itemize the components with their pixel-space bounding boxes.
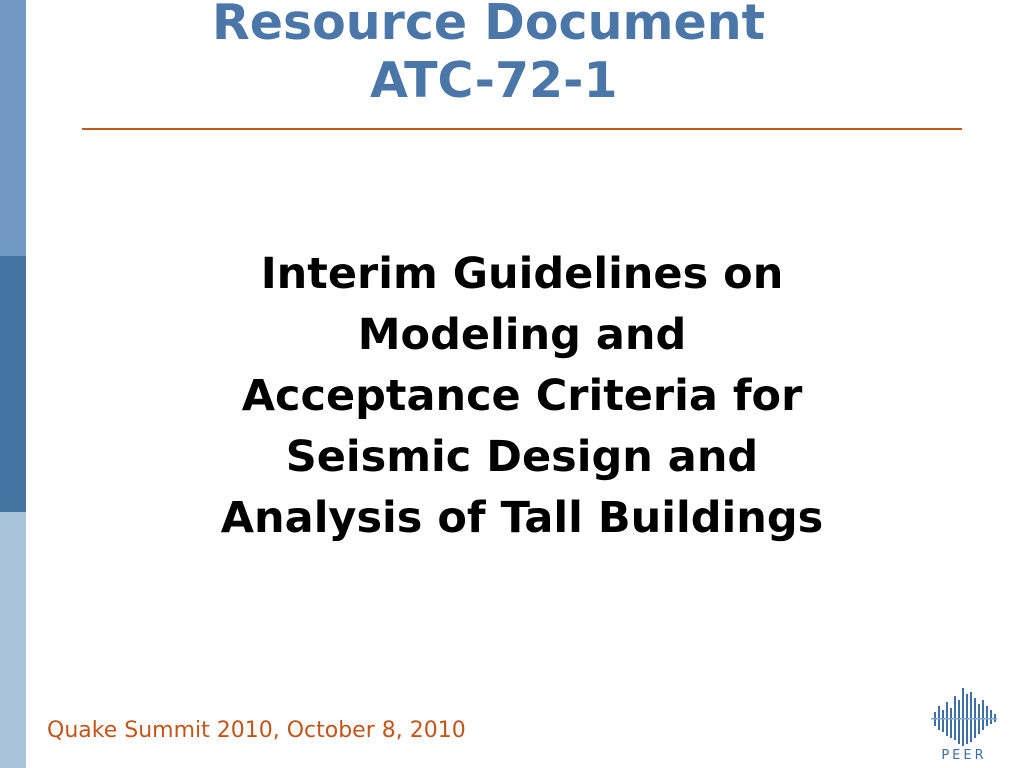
side-bar-segment-bottom (0, 512, 26, 768)
side-bar-segment-middle (0, 256, 26, 512)
body-line-4: Seismic Design and (285, 432, 759, 482)
body-line-1: Interim Guidelines on (260, 249, 784, 299)
peer-logo-icon (928, 684, 1000, 768)
slide-footer: Quake Summit 2010, October 8, 2010 (47, 718, 466, 743)
title-divider (82, 128, 962, 130)
side-accent-bar (0, 0, 26, 768)
title-line-2: ATC-72-1 (370, 52, 618, 109)
body-line-5: Analysis of Tall Buildings (220, 493, 824, 543)
slide-body-heading (110, 244, 934, 549)
body-line-3: Acceptance Criteria for (241, 371, 803, 421)
slide-title (60, 0, 1020, 110)
logo-label: PEER (941, 748, 987, 763)
peer-logo-graphic (928, 684, 1000, 750)
title-line-1: Resource Document (212, 0, 766, 51)
side-bar-segment-top (0, 0, 26, 256)
body-line-2: Modeling and (357, 310, 687, 360)
